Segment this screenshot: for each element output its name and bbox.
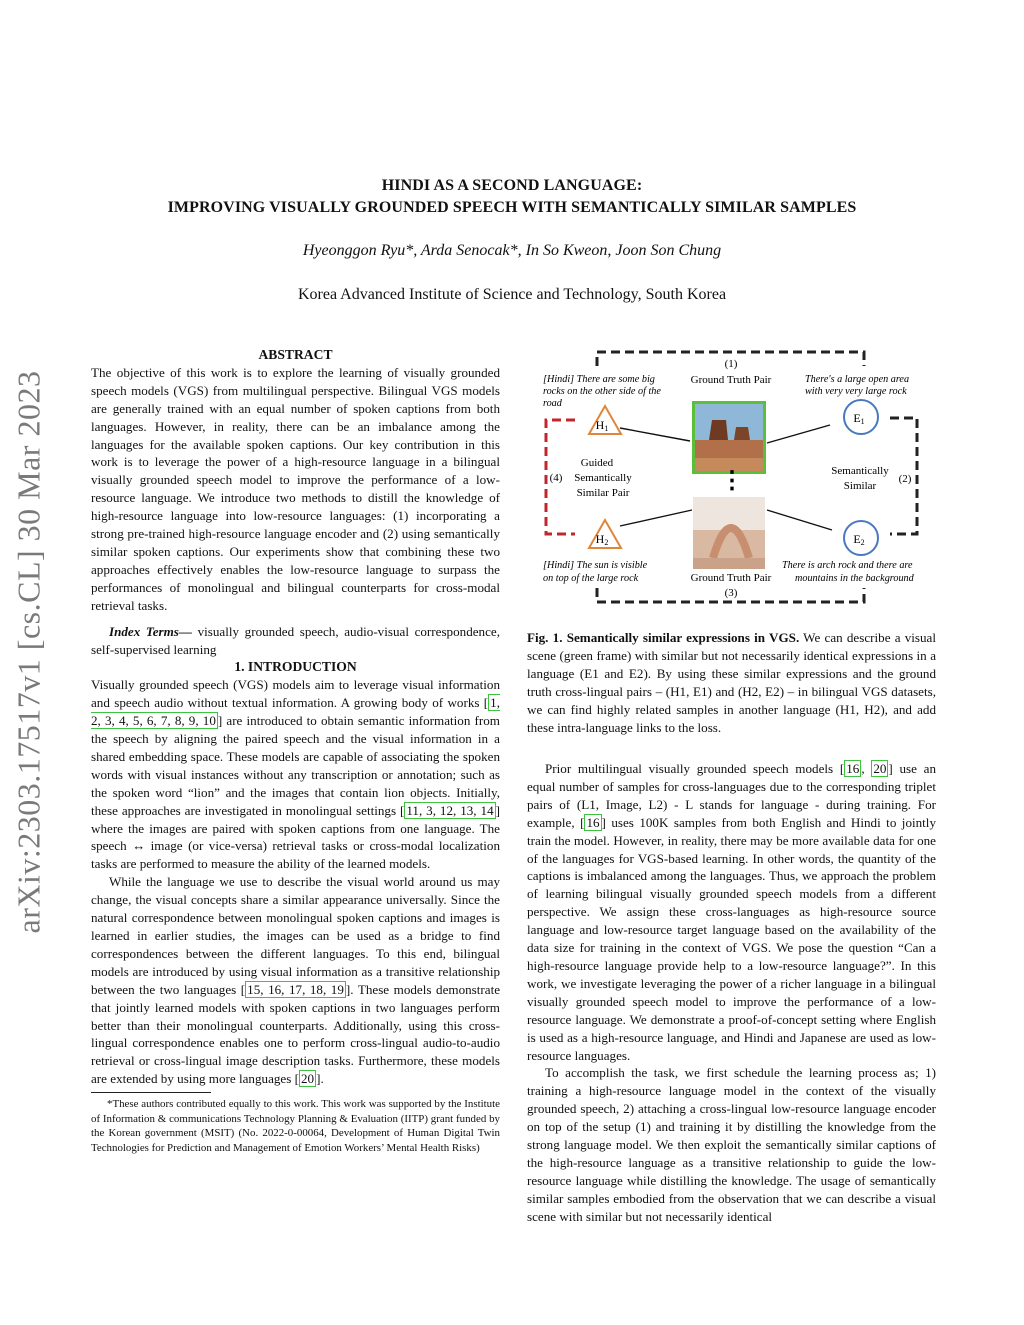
- footnote-divider: [91, 1092, 211, 1093]
- e2-caption-line-1: There is arch rock and there are: [782, 560, 913, 571]
- caption-text: We can describe a visual scene (green frame) with similar but not necessarily identical expressions in a language (E1 and E2). By using these similar expressions and the ground truth cross-lingual pairs – (H1, E1) and (H2, E2) – in bilingual VGS datasets, we can find highly related samples in another language (H1, H2), and add these intra-language links to the loss.: [527, 630, 936, 735]
- e1-node: [844, 400, 878, 434]
- citation-link[interactable]: 1, 2, 3, 4, 5, 6, 7, 8, 9, 10: [91, 695, 500, 729]
- caption-label: Fig. 1: [527, 630, 560, 645]
- citation-link[interactable]: 16: [846, 761, 860, 776]
- left-label-line-2: Semantically: [574, 472, 632, 484]
- footnote: *These authors contributed equally to this work. This work was supported by the Institute of Information & communications Technology Planning & Evaluation (IITP) grant funded by the Korean government (MSIT) (No. 2022-0-00064, Development of Human Digital Twin Technologies for Prediction and Management of Emotion Workers’ Mental Health Risks): [91, 1098, 500, 1154]
- paper-title-line-2: IMPROVING VISUALLY GROUNDED SPEECH WITH SEMANTICALLY SIMILAR SAMPLES: [167, 199, 857, 216]
- author-list: Hyeonggon Ryu*, Arda Senocak*, In So Kweon, Joon Son Chung: [302, 242, 722, 259]
- introduction-heading: 1. INTRODUCTION: [234, 659, 357, 675]
- left-number: (4): [549, 472, 563, 484]
- index-terms: [91, 623, 500, 659]
- citation-link[interactable]: 16: [586, 814, 600, 830]
- e2-caption-line-2: mountains in the background: [795, 573, 914, 584]
- h1-caption-line-1: [Hindi] There are some big: [543, 374, 655, 385]
- intro-paragraph-2: While the language we use to describe the visual world around us may change, the visual concepts share a similar appearance universally. Since the natural correspondence between monolingual spoken captions and images is learned in earlier studies, the images can be used as a bridge to find correspondences between the different languages. To this end, bilingual models are introduced by using visual information as a transitive relationship between the two languages [ 15, 16, 17, 18, 19 ]. These models demonstrate that jointly learned models with spoken captions in two languages perform better than their monolingual counterparts. Additionally, using this cross-lingual correspondence enables one to perform cross-lingual audio-to-audio retrieval or cross-lingual image description tasks. Furthermore, these models are extended by using more languages [ 20 ].: [91, 874, 501, 1087]
- arxiv-identifier-stamp: [4, 352, 54, 952]
- bottom-number: (3): [724, 587, 738, 599]
- desert-mesa-photo: [692, 401, 766, 474]
- svg-text:H2: H2: [595, 532, 609, 547]
- bottom-ground-truth-label: Ground Truth Pair: [690, 572, 772, 584]
- citation-link[interactable]: 11, 3, 12, 13, 14: [406, 802, 494, 818]
- right-label-line-1: Semantically: [831, 465, 889, 477]
- abstract-text: The objective of this work is to explore the learning of visually grounded speech models (VGS) from multilingual perspective. Bilingual VGS models are generally trained with an equal number of spoken captions from both languages. However, in reality, there can be an imbalance among the languages for the available spoken captions. Our key contribution in this work is to leverage the power of a high-resource language in a bilingual visually grounded speech model to improve the performance of a low-resource language. We introduce two methods to distill the knowledge of high-resource language into low-resource languages: (1) incorporating a strong pre-trained high-resource language encoder and (2) using semantically similar spoken captions. Our experiments show that combining these two approaches effectively enables the low-resource language to surpass the performances of monolingual and bilingual counterparts for cross-modal retrieval tasks.: [91, 364, 500, 613]
- figure-1-caption: [527, 629, 936, 736]
- right-label-line-2: Similar: [843, 480, 877, 492]
- caption-title: . Semantically similar expressions in VGS.: [559, 630, 800, 645]
- svg-text:H1: H1: [595, 418, 609, 433]
- arxiv-identifier-text: arXiv:2303.17517v1 [cs.CL] 30 Mar 2023: [10, 370, 47, 934]
- h1-caption-line-2: rocks on the other side of the: [543, 386, 661, 397]
- abstract-heading: ABSTRACT: [258, 347, 333, 362]
- right-number: (2): [898, 473, 912, 485]
- affiliation: Korea Advanced Institute of Science and Technology, South Korea: [297, 286, 727, 303]
- h2-caption-line-2: on top of the large rock: [543, 573, 639, 584]
- right-column: [527, 760, 936, 1226]
- svg-text:E2: E2: [853, 532, 865, 547]
- index-terms-text: visually grounded speech, audio-visual correspondence, self-supervised learning: [91, 623, 500, 657]
- left-column: [91, 346, 500, 1156]
- e1-caption-line-1: There's a large open area: [805, 374, 910, 385]
- right-paragraph-2: To accomplish the task, we first schedule the learning process as; 1) training a high-resource language model in the context of the visually grounded speech, 2) attaching a cross-lingual low-resource language encoder on top of the setup (1) and training it by distilling the knowledge from the strong language model. We then exploit the semantically similar captions of the high-resource language as a transitive relationship to guide the low-resource language while distilling the knowledge. The usage of semantically similar samples embodied from the observation that we can describe a visual scene with similar but not necessarily identical: [527, 1065, 936, 1224]
- left-label-line-3: Similar Pair: [576, 487, 630, 499]
- citation-link[interactable]: 20: [300, 1071, 315, 1087]
- ellipsis-dots: ⋮: [720, 468, 744, 494]
- svg-text:E1: E1: [853, 411, 865, 426]
- e1-caption-line-2: with very very large rock: [805, 386, 907, 397]
- h1-caption-line-3: road: [543, 398, 562, 409]
- index-terms-label: Index Terms—: [109, 623, 192, 639]
- figure-1: [527, 348, 936, 614]
- intro-paragraph-1: Visually grounded speech (VGS) models aim to leverage visual information and speech audio without textual information. A growing body of works [ 1, 2, 3, 4, 5, 6, 7, 8, 9, 10 ] are introduced to obtain semantic information from the speech by aligning the paired speech and the visual information in a shared embedding space. These models are capable of associating the spoken words with visual instances without any transcription or annotation; such as the spoken word “lion” and the images that contain lion objects. Initially, these approaches are investigated in monolingual settings [ 11, 3, 12, 13, 14 ] where the images are paired with spoken captions from one language. The speech ↔ image (or vice-versa) retrieval tasks or cross-modal localization tasks are performed to measure the ability of the learned models.: [91, 677, 500, 872]
- right-paragraph-1: Prior multilingual visually grounded speech models [ 16 , 20 ] use an equal number of samples for cross-languages due to the corresponding triplet pairs of (L1, Image, L2) - L stands for language - during training. For example, [ 16 ] uses 100K samples from both English and Hindi to jointly train the model. However, in reality, there may be more available data for one of the languages for VGS-based learning. In other words, the quantity of the captions is imbalanced among the languages. Thus, we approach the problem of learning bilingual visually grounded speech models from a different perspective. We assign these cross-languages as high-resource source language and low-resource target language based on the availability of the data size for training in the context of VGS. We pose the question “Can a high-resource language provide help to a low-resource language?”. In this work, we investigate leveraging the power of a richer language in a bilingual visually grounded speech model to improve the performance of a low-resource language. We demonstrate a proof-of-concept setting where English is used as a high-resource language, and Hindi and Japanese are used as low-resource languages.: [527, 761, 937, 1063]
- citation-link[interactable]: 15, 16, 17, 18, 19: [247, 981, 344, 997]
- paper-title-line-1: HINDI AS A SECOND LANGUAGE:: [381, 177, 643, 194]
- top-number: (1): [724, 358, 738, 370]
- left-label-line-1: Guided: [580, 457, 614, 469]
- e2-node: [844, 521, 878, 555]
- top-ground-truth-label: Ground Truth Pair: [690, 374, 772, 386]
- h2-caption-line-1: [Hindi] The sun is visible: [543, 560, 648, 571]
- h2-node: [589, 520, 621, 548]
- h1-node: [589, 406, 621, 434]
- rock-arch-photo: [693, 497, 765, 569]
- citation-link[interactable]: 20: [873, 761, 887, 776]
